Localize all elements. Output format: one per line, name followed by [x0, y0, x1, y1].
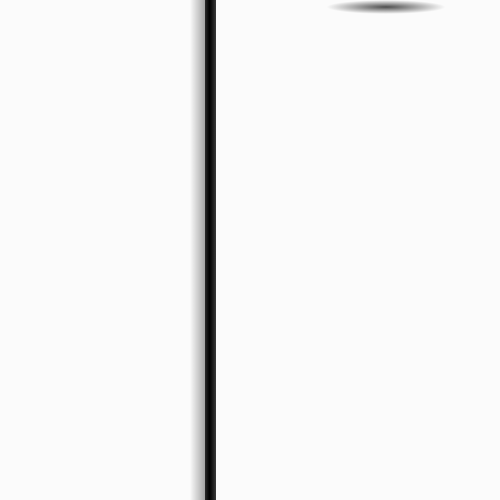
left-page	[0, 0, 205, 500]
left-page-shadow	[190, 0, 205, 500]
near-equality	[226, 114, 498, 127]
differential-equation	[226, 41, 498, 54]
page-top-smudge	[326, 0, 446, 14]
second-derivative-fraction	[304, 47, 306, 48]
right-page	[216, 0, 500, 500]
right-page-text	[226, 12, 498, 127]
book-gutter	[205, 0, 216, 500]
near-equality-fraction	[296, 120, 298, 121]
